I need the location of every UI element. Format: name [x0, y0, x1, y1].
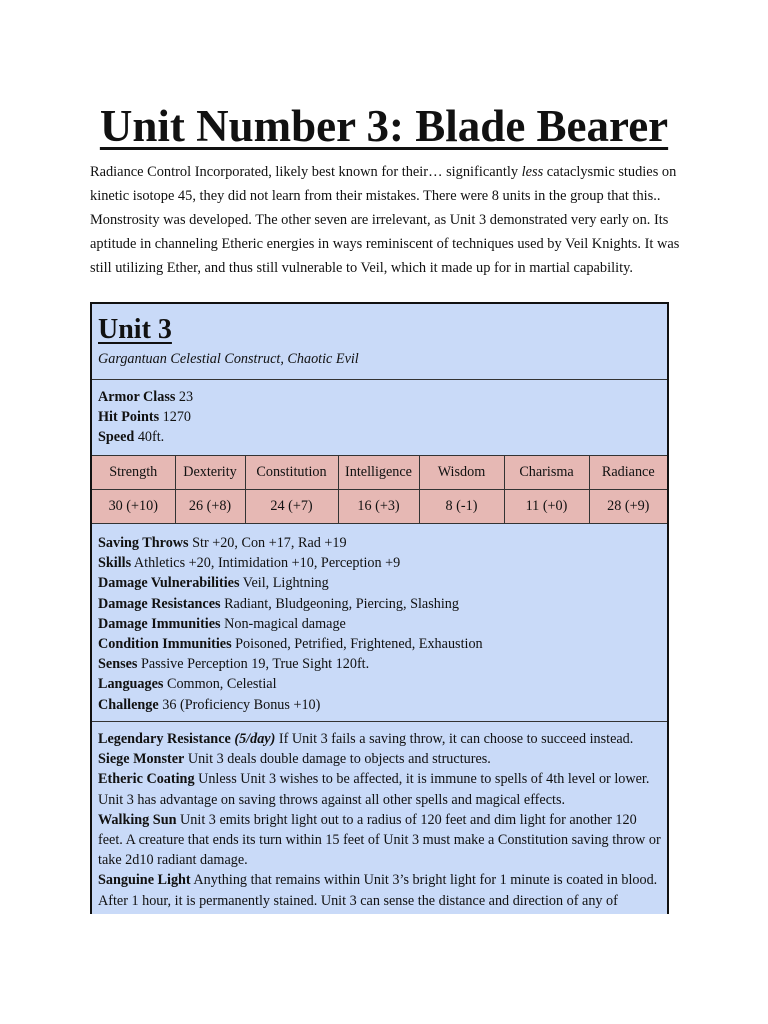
property-value: Veil, Lightning — [239, 575, 329, 592]
property-label: Senses — [98, 656, 138, 673]
page-title: Unit Number 3: Blade Bearer — [99, 101, 669, 151]
trait-text: Unit 3 emits bright light out to a radius of 120 feet and dim light for another 120 feet. A creature that ends its turn within 15 feet of Unit 3 must make a Constitution saving throw or take 2d10 radiant damage. — [98, 811, 661, 869]
trait-text: If Unit 3 fails a saving throw, it can choose to succeed instead. — [275, 731, 634, 747]
property-value: Athletics +20, Intimidation +10, Perception +9 — [131, 555, 401, 572]
attribute-name: Wisdom — [419, 456, 504, 490]
speed-value: 40ft. — [134, 429, 165, 446]
property-label: Condition Immunities — [98, 636, 232, 653]
property-line — [98, 553, 661, 573]
attribute-score: 24 (+7) — [245, 490, 338, 524]
trait-entry — [98, 729, 661, 749]
property-label: Saving Throws — [98, 535, 189, 551]
attribute-score: 26 (+8) — [175, 490, 245, 524]
property-value: 36 (Proficiency Bonus +10) — [158, 696, 321, 713]
property-label: Languages — [98, 676, 164, 693]
property-value: Poisoned, Petrified, Frightened, Exhaustion — [231, 636, 483, 653]
speed-line — [98, 427, 661, 447]
trait-name: Siege Monster — [98, 751, 185, 768]
trait-text: Anything that remains within Unit 3’s bright light for 1 minute is coated in blood. After 1 hour, it is permanently stained. Unit 3 can sense the distance and direction of any of — [98, 872, 658, 909]
property-label: Damage Resistances — [98, 595, 221, 612]
hit-points-line — [98, 407, 661, 427]
property-line — [98, 614, 661, 634]
creature-name: Unit 3 — [98, 314, 172, 345]
stat-block-header — [92, 304, 667, 380]
attribute-score: 28 (+9) — [589, 490, 667, 524]
property-line — [98, 654, 661, 674]
trait-usage: (5/day) — [230, 731, 276, 747]
property-line — [98, 573, 661, 593]
trait-entry — [98, 810, 661, 871]
stat-block — [90, 302, 669, 914]
attribute-score: 8 (-1) — [419, 490, 504, 524]
attribute-name: Charisma — [504, 456, 589, 490]
speed-label: Speed — [98, 429, 135, 446]
intro-paragraph — [90, 160, 680, 280]
properties-section — [92, 524, 667, 722]
property-value: Non-magical damage — [220, 615, 346, 632]
attribute-name: Constitution — [245, 456, 338, 490]
trait-entry — [98, 769, 661, 809]
property-line — [98, 634, 661, 654]
property-line — [98, 533, 661, 553]
trait-name: Walking Sun — [98, 811, 177, 828]
property-label: Damage Immunities — [98, 615, 221, 632]
basic-stats — [92, 380, 667, 455]
intro-text-part2: cataclysmic studies on kinetic isotope 45, they did not learn from their mistakes. There were 8 units in the group that this.. Monstrosity was developed. The other seven are irrelevant, as Unit 3 demonstrated very early on. Its aptitude in channeling Etheric energies in ways reminiscent of techniques used by Veil Knights. It was still utilizing Ether, and thus still vulnerable to Veil, which it made up for in martial capability. — [90, 164, 680, 276]
property-value: Radiant, Bludgeoning, Piercing, Slashing — [220, 595, 459, 612]
attribute-table — [92, 455, 667, 524]
armor-class-line — [98, 387, 661, 407]
attribute-name: Radiance — [589, 456, 667, 490]
trait-name: Etheric Coating — [98, 771, 195, 788]
trait-entry — [98, 870, 661, 910]
property-value: Passive Perception 19, True Sight 120ft. — [137, 656, 370, 673]
trait-name: Sanguine Light — [98, 872, 191, 889]
hit-points-label: Hit Points — [98, 409, 160, 426]
attribute-name: Dexterity — [175, 456, 245, 490]
creature-type: Gargantuan Celestial Construct, Chaotic Evil — [98, 351, 359, 367]
armor-class-value: 23 — [175, 389, 194, 405]
property-label: Damage Vulnerabilities — [98, 575, 240, 592]
attribute-score: 16 (+3) — [338, 490, 419, 524]
property-value: Str +20, Con +17, Rad +19 — [188, 535, 347, 551]
attribute-score: 30 (+10) — [92, 490, 175, 524]
property-label: Challenge — [98, 696, 159, 713]
attribute-name: Intelligence — [338, 456, 419, 490]
attribute-scores-row — [92, 490, 667, 524]
property-line — [98, 674, 661, 694]
property-value: Common, Celestial — [163, 676, 277, 693]
trait-entry — [98, 749, 661, 769]
property-line — [98, 695, 661, 715]
trait-name: Legendary Resistance — [98, 731, 231, 747]
traits-section — [92, 722, 667, 911]
attribute-names-row — [92, 456, 667, 490]
intro-text-part1: Radiance Control Incorporated, likely best known for their… significantly — [90, 164, 522, 180]
trait-text: Unless Unit 3 wishes to be affected, it is immune to spells of 4th level or lower. Unit 3 has advantage on saving throws against all other spells and magical effects. — [98, 771, 650, 808]
armor-class-label: Armor Class — [98, 389, 176, 405]
trait-text: Unit 3 deals double damage to objects and structures. — [184, 751, 491, 768]
attribute-name: Strength — [92, 456, 175, 490]
attribute-score: 11 (+0) — [504, 490, 589, 524]
property-line — [98, 594, 661, 614]
hit-points-value: 1270 — [159, 409, 192, 426]
intro-emphasis: less — [521, 164, 544, 180]
property-label: Skills — [98, 555, 132, 572]
